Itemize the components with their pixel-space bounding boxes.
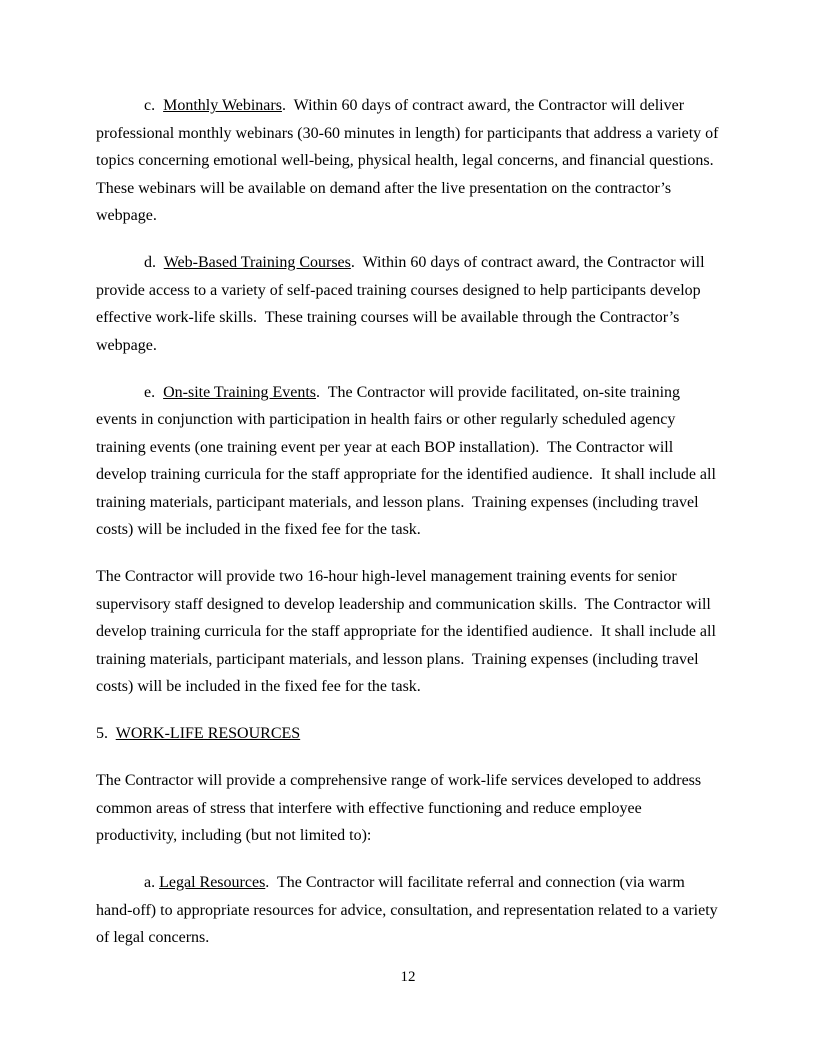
section-title: WORK-LIFE RESOURCES xyxy=(115,725,301,742)
paragraph-lead: a. xyxy=(144,874,160,891)
paragraph-text: . The Contractor will facilitate referral and connection (via warm hand-off) to appropriate resources for advice, consultation, and representation related to a variety of legal concerns. xyxy=(96,874,722,946)
paragraph-text: The Contractor will provide two 16-hour high-level management training events for senior supervisory staff designed to develop leadership and communication skills. The Contractor will develop training curricula for the staff appropriate for the identified audience. It shall include all training materials, participant materials, and lesson plans. Training expenses (including travel costs) will be included in the fixed fee for the task. xyxy=(96,568,720,695)
paragraph-work-life-intro xyxy=(96,767,720,850)
page-number: 12 xyxy=(400,969,416,985)
paragraph-text: . Within 60 days of contract award, the Contractor will deliver professional monthly webinars (30-60 minutes in length) for participants that address a variety of topics concerning emotional well-being, physical health, legal concerns, and financial questions. These webinars will be available on demand after the live presentation on the contractor’s webpage. xyxy=(96,97,723,224)
page-footer xyxy=(0,969,816,985)
underlined-term: On-site Training Events xyxy=(163,383,316,401)
paragraph-management-training xyxy=(96,563,720,701)
section-heading-work-life-resources xyxy=(96,720,720,748)
paragraph-web-based-training xyxy=(96,249,720,359)
paragraph-text: . Within 60 days of contract award, the Contractor will provide access to a variety of self-paced training courses designed to help participants develop effective work-life skills. These training courses will be available through the Contractor’s webpage. xyxy=(96,254,709,354)
paragraph-legal-resources xyxy=(96,869,720,952)
paragraph-text: . The Contractor will provide facilitated, on-site training events in conjunction with participation in health fairs or other regularly scheduled agency training events (one training event per year at each BOP installation). The Contractor will develop training curricula for the staff appropriate for the identified audience. It shall include all training materials, participant materials, and lesson plans. Training expenses (including travel costs) will be included in the fixed fee for the task. xyxy=(96,383,720,538)
paragraph-monthly-webinars xyxy=(96,92,723,230)
underlined-term: Web-Based Training Courses xyxy=(163,254,351,271)
paragraph-onsite-training xyxy=(96,379,720,544)
section-number: 5. xyxy=(96,725,116,742)
paragraph-text: The Contractor will provide a comprehensive range of work-life services developed to address common areas of stress that interfere with effective functioning and reduce employee productivity, including (but not limited to): xyxy=(96,772,706,844)
underlined-term: Legal Resources xyxy=(159,874,266,891)
paragraph-lead: d. xyxy=(144,254,164,271)
paragraph-lead: e. xyxy=(144,383,164,401)
paragraph-lead: c. xyxy=(144,97,164,114)
underlined-term: Monthly Webinars xyxy=(163,97,282,114)
